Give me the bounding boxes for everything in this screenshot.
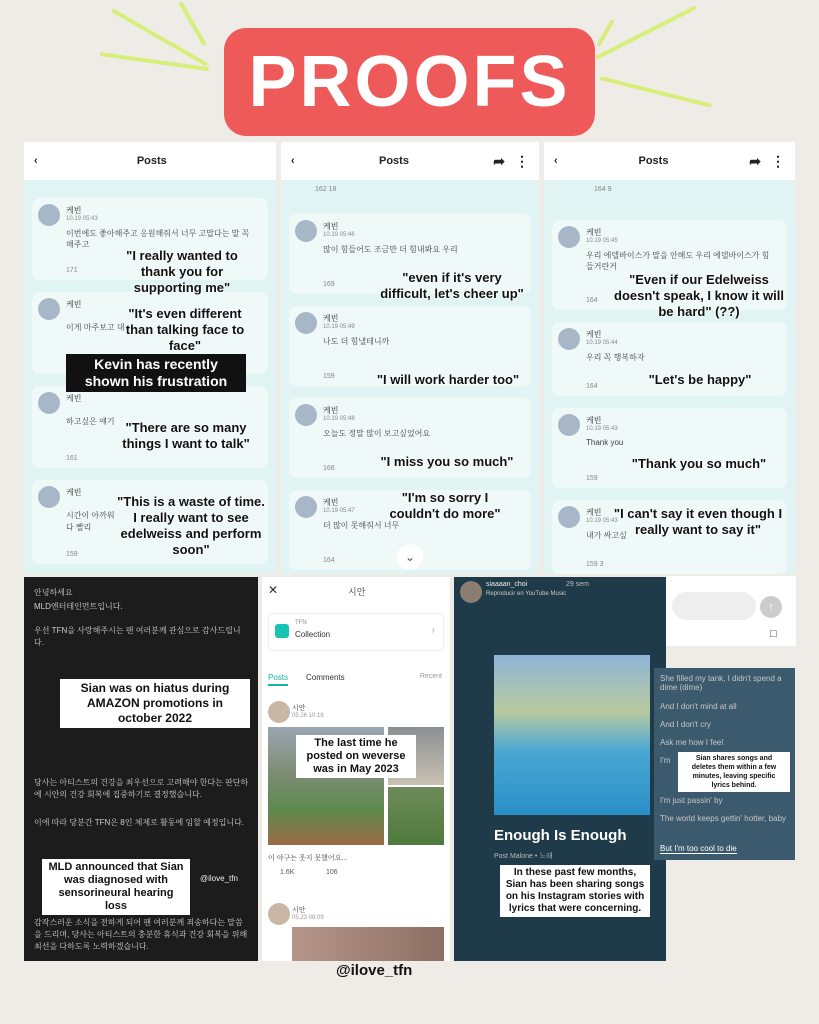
lyric-line: Ask me how I feel <box>660 738 724 747</box>
post-text: 이게 마주보고 대 <box>66 323 125 332</box>
avatar <box>268 903 290 925</box>
post-text: 이번에도 좋아해주고 응원해줘서 너무 고맙다는 말 꼭 해주고 <box>66 229 250 249</box>
post-time: 05.23 08:09 <box>292 915 324 921</box>
post-text: 많이 힘들어도 조금만 더 힘내봐요 우리 <box>323 245 458 254</box>
close-icon[interactable]: ✕ <box>268 583 279 597</box>
avatar <box>460 581 482 603</box>
annotation-label: Kevin has recently shown his frustration <box>66 354 246 392</box>
annotation-label: Sian was on hiatus during AMAZON promotions in october 2022 <box>60 679 250 728</box>
more-icon[interactable]: ⋮ <box>771 152 785 169</box>
post-meta: 164 9 <box>594 186 612 193</box>
back-icon[interactable]: ‹ <box>554 155 558 167</box>
post-time: 10.19 05:44 <box>586 340 618 346</box>
post-author: 케빈 <box>586 330 602 339</box>
collection-label: Collection <box>295 630 331 639</box>
notice-text: 우선 TFN을 사랑해주시는 팬 여러분께 관심으로 감사드립니다. <box>34 626 241 647</box>
avatar <box>558 506 580 528</box>
translation-caption: "I really wanted to thank you for supporting me" <box>126 248 238 295</box>
album-art <box>494 655 650 815</box>
annotation-label: In these past few months, Sian has been sharing songs on his Instagram stories with lyrics that were concerning. <box>500 865 650 917</box>
avatar <box>295 404 317 426</box>
post-author: 케빈 <box>323 314 339 323</box>
translation-caption: "I'm so sorry I couldn't do more" <box>389 490 501 521</box>
lyric-line: She filled my tank, I didn't spend a dime (dime) <box>660 674 782 692</box>
post-meta: 159 <box>323 373 335 380</box>
annotation-label: The last time he posted on weverse was in May 2023 <box>296 735 416 778</box>
like-count[interactable]: 1.6K <box>280 869 295 876</box>
post-text: 시간이 아까워 <box>66 511 115 520</box>
post-author: 케빈 <box>323 406 339 415</box>
decorative-ray <box>600 76 713 108</box>
translation-caption: "It's even different than talking face to face" <box>125 306 245 353</box>
post-author: 케빈 <box>586 416 602 425</box>
translation-caption: "Even if our Edelweiss doesn't speak, I know it will be hard" (??) <box>614 272 784 319</box>
post-time: 10.19 05:47 <box>323 508 355 514</box>
post-author: 케빈 <box>66 206 82 215</box>
post-meta: 164 <box>586 383 598 390</box>
message-input-strip <box>666 576 796 646</box>
annotation-label: Sian shares songs and deletes them within a few minutes, leaving specific lyrics behind. <box>678 752 790 792</box>
tab-posts[interactable]: Posts <box>268 673 288 686</box>
posts-title: Posts <box>638 155 669 167</box>
collection-card[interactable] <box>268 613 444 651</box>
lyric-line: And I don't mind at all <box>660 702 737 711</box>
translation-caption: "Let's be happy" <box>648 372 752 387</box>
post-text: 더 많이 못해줘서 너무 <box>323 521 400 530</box>
avatar <box>295 496 317 518</box>
translation-caption: "even if it's very difficult, let's cheer up" <box>380 270 524 301</box>
post-author: 케빈 <box>66 300 82 309</box>
chevron-right-icon: › <box>431 625 435 636</box>
post-author: 시안 <box>292 907 306 914</box>
post-meta: 161 <box>66 455 78 462</box>
more-icon[interactable]: ⋮ <box>515 152 529 169</box>
avatar <box>38 392 60 414</box>
post-text: 우리 꼭 행복하자 <box>586 353 645 362</box>
sort-dropdown[interactable]: Recent <box>419 673 442 680</box>
share-icon[interactable]: ➦ <box>749 152 761 169</box>
screenshot-panel-7 <box>654 668 795 860</box>
story-username: siaaaan_choi <box>486 581 528 588</box>
photo-field <box>388 787 444 845</box>
post-meta: 166 <box>323 465 335 472</box>
post-author: 케빈 <box>66 394 82 403</box>
back-icon[interactable]: ‹ <box>291 155 295 167</box>
story-music-tag[interactable]: Reproducir en YouTube Music <box>486 591 567 597</box>
post-meta: 169 <box>323 281 335 288</box>
lyric-line: And I don't cry <box>660 720 711 729</box>
translation-caption: "I miss you so much" <box>380 454 514 469</box>
post-text: 다 빨리 <box>66 523 92 532</box>
translation-caption: "There are so many things I want to talk" <box>122 420 250 451</box>
post-author: 케빈 <box>323 498 339 507</box>
post-time: 10.19 05:46 <box>323 232 355 238</box>
posts-title: Posts <box>136 155 167 167</box>
collection-icon <box>275 624 289 638</box>
post-meta: 159 <box>586 475 598 482</box>
profile-name: 시안 <box>348 587 366 597</box>
screenshot-panel-5 <box>262 577 450 961</box>
post-author: 시안 <box>292 705 306 712</box>
post-time: 10.19 05:43 <box>586 518 618 524</box>
decorative-ray <box>596 19 614 47</box>
lyric-line: The world keeps gettin' hotter, baby <box>660 814 787 823</box>
post-author: 케빈 <box>323 222 339 231</box>
avatar <box>38 298 60 320</box>
post-text: 우리 에델바이스가 말을 안해도 우리 에델바이스가 힘들거란거 <box>586 251 770 271</box>
avatar <box>558 328 580 350</box>
post-photo <box>292 927 444 961</box>
post-time: 10.19 05:45 <box>586 238 618 244</box>
post-author: 케빈 <box>66 488 82 497</box>
posts-title: Posts <box>378 155 409 167</box>
message-input[interactable] <box>672 592 756 620</box>
post-time: 10.19 05:43 <box>66 216 98 222</box>
post-meta: 159 <box>66 551 78 558</box>
story-time: 29 sem <box>566 581 589 588</box>
notice-text: 당사는 아티스트의 건강을 최우선으로 고려해야 한다는 판단하에 시안의 건강 회복에 집중하기로 결정했습니다. <box>34 778 249 799</box>
posts-topbar <box>281 142 539 180</box>
notice-text: 감작스러운 소식을 전하게 되어 팬 여러분께 죄송하다는 말씀을 드리며, 당사는 아티스트의 충분한 휴식과 건강 회복을 위해 최선을 다하도록 노력하겠습니다. <box>34 918 248 951</box>
post-author: 케빈 <box>586 228 602 237</box>
avatar <box>558 226 580 248</box>
notice-greeting: 안녕하세요 <box>34 588 73 597</box>
back-icon[interactable]: ‹ <box>34 155 38 167</box>
post-meta: 162 18 <box>315 186 337 193</box>
screenshot-panel-2 <box>281 142 539 574</box>
translation-caption: "I can't say it even though I really want to say it" <box>613 506 783 537</box>
screenshot-panel-4 <box>24 577 258 961</box>
post-author: 케빈 <box>586 508 602 517</box>
title-banner <box>224 28 595 136</box>
post-text: 나도 더 힘낼테니까 <box>323 337 390 346</box>
translation-caption: "This is a waste of time. I really want to see edelweiss and perform soon" <box>117 494 265 557</box>
translation-caption: "Thank you so much" <box>631 456 767 471</box>
tab-comments[interactable]: Comments <box>306 673 345 682</box>
comment-count[interactable]: 106 <box>326 869 338 876</box>
post-meta: 164 <box>323 557 335 564</box>
post-text: 오늘도 정말 많이 보고싶었어요 <box>323 429 431 438</box>
screenshot-panel-3 <box>544 142 795 574</box>
scroll-down-icon[interactable]: ⌄ <box>397 544 423 570</box>
post-text: 이 야구는 웃지 못했어요... <box>268 855 348 862</box>
posts-topbar <box>544 142 795 180</box>
watermark: @ilove_tfn <box>200 874 238 883</box>
avatar <box>38 486 60 508</box>
annotation-label: MLD announced that Sian was diagnosed with sensorineural hearing loss <box>42 859 190 915</box>
avatar <box>558 414 580 436</box>
post-time: 10.19 05:43 <box>586 426 618 432</box>
send-icon[interactable]: ↑ <box>760 596 782 618</box>
decorative-ray <box>178 1 206 46</box>
highlighted-lyric: But I'm too cool to die <box>660 844 737 853</box>
post-text: 하고싶은 얘기 <box>66 417 115 426</box>
post-meta: 159 3 <box>586 561 604 568</box>
notice-text: 이에 따라 당분간 TFN은 8인 체제로 활동에 임할 예정입니다. <box>34 818 245 827</box>
post-time: 10.19 05:49 <box>323 324 355 330</box>
post-text: Thank you <box>586 438 624 447</box>
notice-company: MLD엔터테인먼트입니다. <box>34 602 123 611</box>
bookmark-icon[interactable]: □ <box>770 628 777 640</box>
avatar <box>38 204 60 226</box>
post-card[interactable] <box>552 408 787 488</box>
post-meta: 171 <box>66 267 78 274</box>
avatar <box>295 312 317 334</box>
screenshot-panel-6 <box>454 577 666 961</box>
translation-caption: "I will work harder too" <box>376 372 520 387</box>
lyric-line: I'm just passin' by <box>660 796 723 805</box>
post-text: 내가 싸고싶 <box>586 531 627 540</box>
posts-topbar <box>24 142 276 180</box>
post-time: 10.19 05:48 <box>323 416 355 422</box>
footer-credit: @ilove_tfn <box>336 962 413 979</box>
collection-small-label: TFN <box>295 620 307 626</box>
avatar <box>268 701 290 723</box>
post-time: 05.26 10:18 <box>292 713 324 719</box>
page-title: PROOFS <box>248 42 571 122</box>
avatar <box>295 220 317 242</box>
song-title: Enough Is Enough <box>494 827 627 844</box>
decorative-ray <box>595 5 697 59</box>
song-artist: Post Malone • 노래 <box>494 853 553 860</box>
share-icon[interactable]: ➦ <box>493 152 505 169</box>
lyric-line: I'm <box>660 756 671 765</box>
post-meta: 164 <box>586 297 598 304</box>
screenshot-panel-1 <box>24 142 276 574</box>
